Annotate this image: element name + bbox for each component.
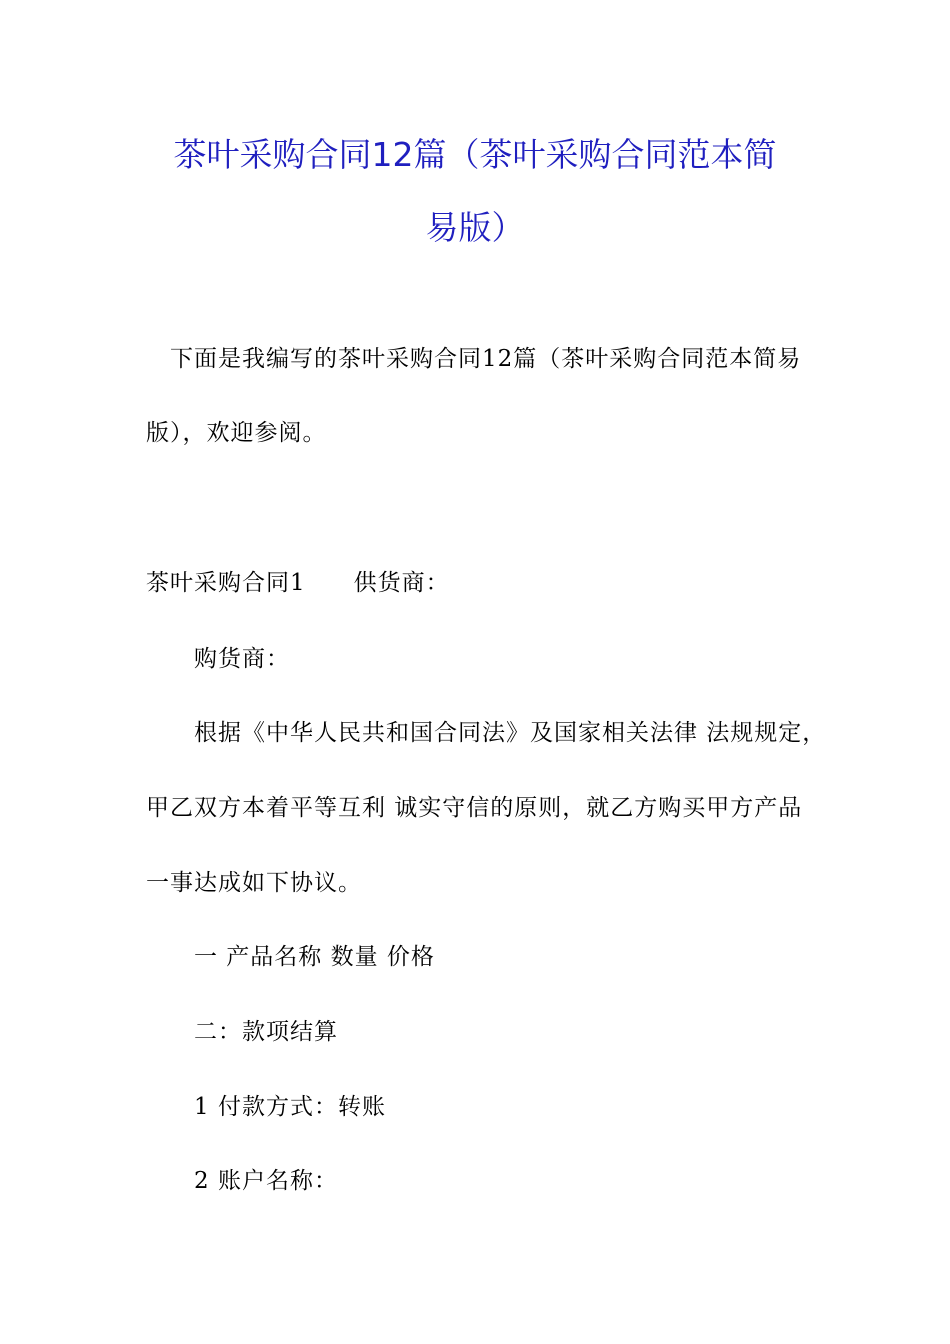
intro-paragraph-line-1: 下面是我编写的茶叶采购合同12篇（茶叶采购合同范本简易 [170, 346, 802, 372]
basis-paragraph-line-3: 一事达成如下协议。 [146, 870, 362, 896]
section-1-heading: 一 产品名称 数量 价格 [194, 944, 435, 970]
document-title-line-1: 茶叶采购合同12篇（茶叶采购合同范本简 [173, 135, 777, 174]
section-2-heading: 二：款项结算 [194, 1019, 338, 1045]
basis-paragraph-line-1: 根据《中华人民共和国合同法》及国家相关法律 法规规定， [194, 720, 827, 746]
account-name-item: 2 账户名称： [194, 1168, 338, 1194]
contract-heading-row [146, 568, 450, 598]
intro-paragraph-line-2: 版），欢迎参阅。 [146, 420, 327, 446]
basis-paragraph-line-2: 甲乙双方本着平等互利 诚实守信的原则，就乙方购买甲方产品 [146, 795, 803, 821]
document-title-line-2: 易版） [425, 208, 525, 247]
supplier-label: 供货商： [353, 570, 450, 596]
payment-method-item: 1 付款方式：转账 [194, 1094, 386, 1120]
contract-1-heading: 茶叶采购合同1 [146, 570, 306, 596]
buyer-label: 购货商： [194, 646, 290, 672]
